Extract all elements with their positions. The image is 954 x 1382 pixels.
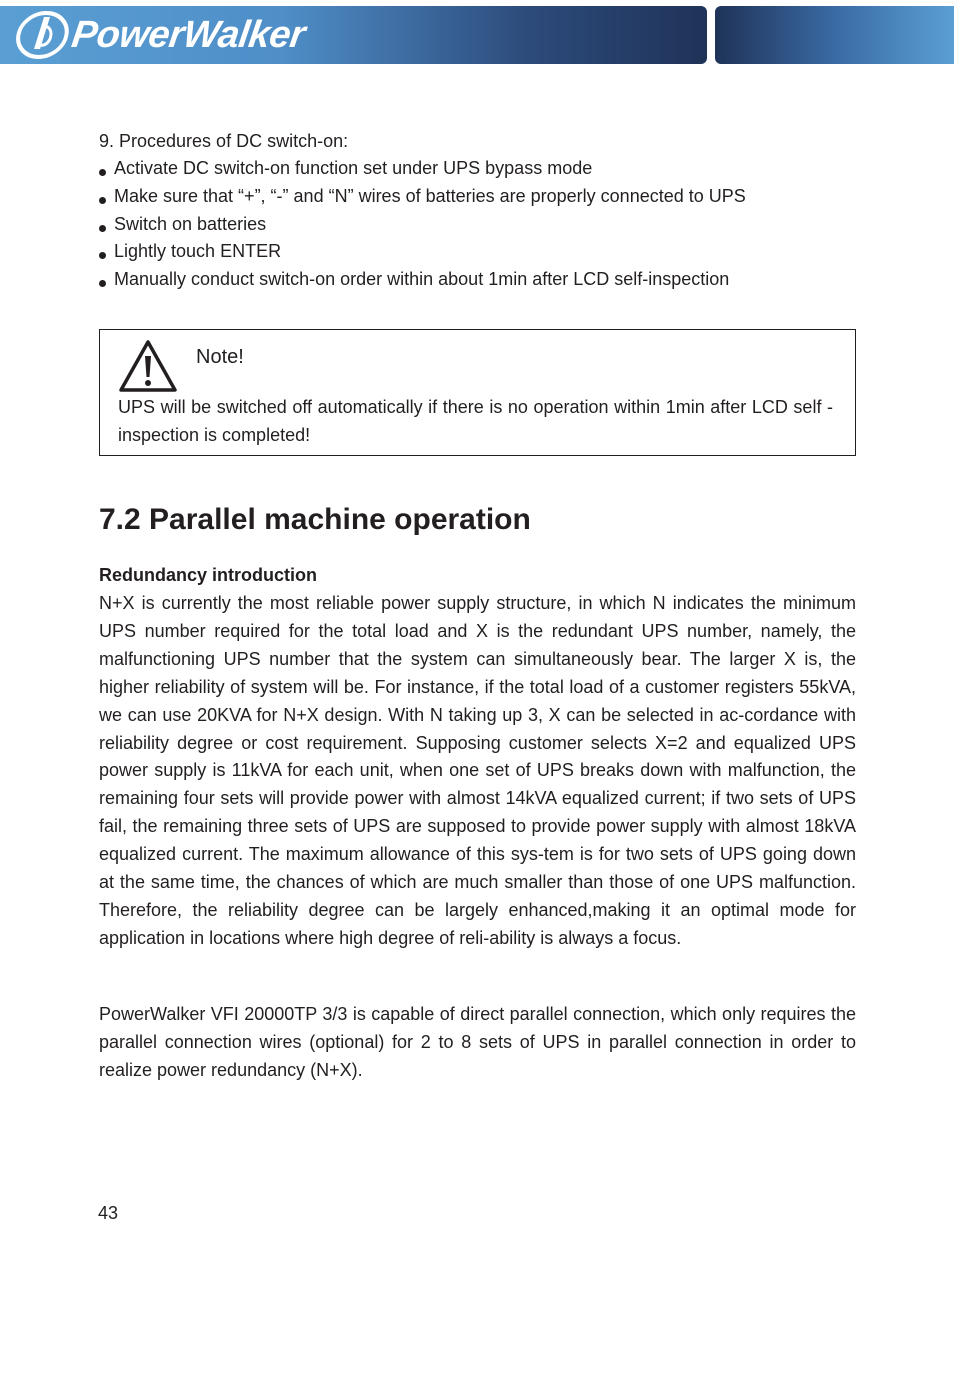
list-item: Make sure that “+”, “-” and “N” wires of batteries are properly connected to UPS bbox=[99, 183, 856, 211]
note-box bbox=[99, 329, 856, 456]
page-number: 43 bbox=[98, 1203, 119, 1223]
procedures-title: 9. Procedures of DC switch-on: bbox=[99, 131, 349, 151]
bullet-dot-icon bbox=[99, 280, 106, 287]
procedures-list bbox=[99, 155, 856, 294]
power-symbol-icon bbox=[14, 9, 70, 61]
list-item: Activate DC switch-on function set under UPS bypass mode bbox=[99, 155, 856, 183]
parallel-connection-paragraph: PowerWalker VFI 20000TP 3/3 is capable of direct parallel connection, which only requires the parallel connection wires (optional) for 2 to 8 sets of UPS in parallel connection in order to realize power redundancy (N+X). bbox=[99, 1004, 856, 1080]
header-banner-right bbox=[715, 6, 954, 64]
sub-heading: Redundancy introduction bbox=[99, 565, 317, 585]
warning-triangle-icon bbox=[118, 339, 178, 393]
bullet-dot-icon bbox=[99, 197, 106, 204]
bullet-dot-icon bbox=[99, 169, 106, 176]
brand-logo bbox=[14, 9, 308, 61]
brand-name: PowerWalker bbox=[69, 13, 308, 56]
note-body: UPS will be switched off automatically if there is no operation within 1min after LCD self -inspection is completed! bbox=[118, 397, 833, 445]
bullet-dot-icon bbox=[99, 252, 106, 259]
bullet-dot-icon bbox=[99, 225, 106, 232]
list-item: Manually conduct switch-on order within about 1min after LCD self-inspection bbox=[99, 266, 856, 294]
note-title: Note! bbox=[196, 346, 244, 368]
redundancy-paragraph: N+X is currently the most reliable power supply structure, in which N indicates the minimum UPS number required for the total load and X is the redundant UPS number, namely, the malfunctioning UPS number that the system can simultaneously bear. The larger X is, the higher reliability of system will be. For instance, if the total load of a customer registers 55kVA, we can use 20KVA for N+X design. With N taking up 3, X can be selected in ac-cordance with reliability degree or cost requirement. Supposing customer selects X=2 and equalized UPS power supply is 11kVA for each unit, when one set of UPS breaks down with malfunction, the remaining four sets will provide power with almost 14kVA equalized current; if two sets of UPS fail, the remaining three sets of UPS are supposed to provide power supply with almost 18kVA equalized current. The maximum allowance of this sys-tem is for two sets of UPS going down at the same time, the chances of which are much smaller than those of one UPS malfunction. Therefore, the reliability degree can be largely enhanced,making it an optimal mode for application in locations where high degree of reli-ability is always a focus. bbox=[99, 593, 856, 948]
list-item: Switch on batteries bbox=[99, 211, 856, 239]
section-heading: 7.2 Parallel machine operation bbox=[99, 503, 531, 536]
list-item: Lightly touch ENTER bbox=[99, 238, 856, 266]
